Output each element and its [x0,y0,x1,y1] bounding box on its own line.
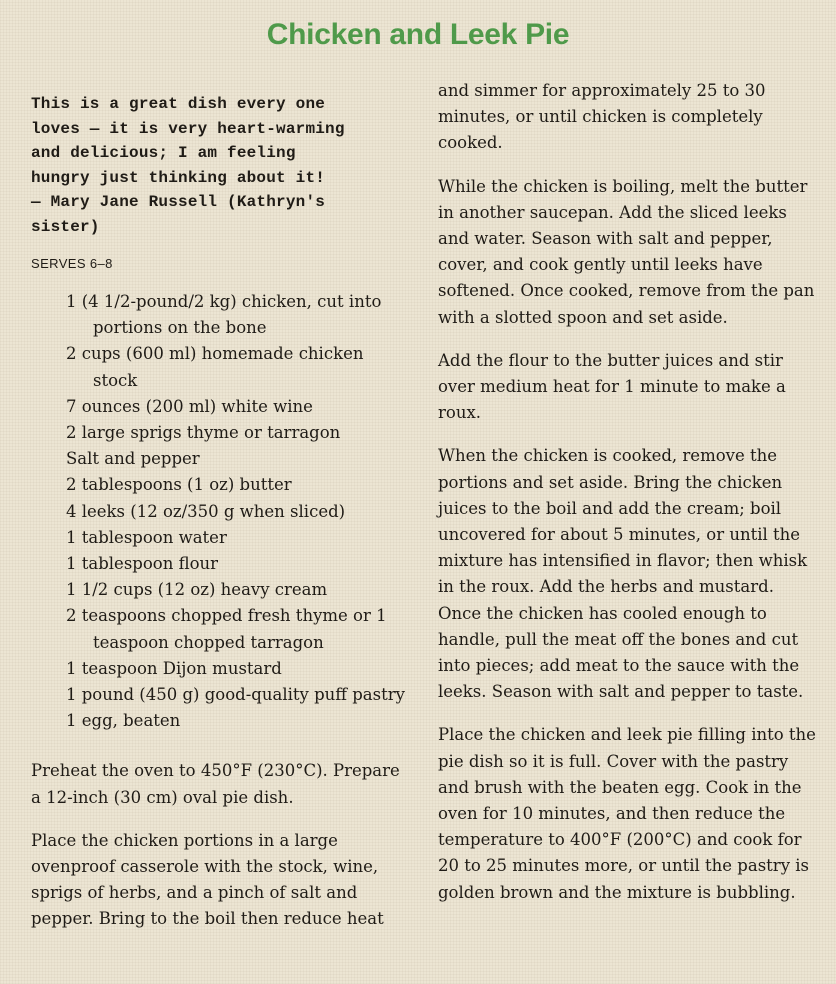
ingredient-item: 2 cups (600 ml) homemade chicken stock [66,344,364,390]
method-step: Place the chicken and leek pie filling into the pie dish so it is full. Cover with the pastry and brush with the beaten egg. Cook in the oven for 10 minutes, and then reduce the temperature to 400°F (200°C) and cook for 20 to 25 minutes more, or until the pastry is golden brown and the mixture is bubbling. [438,725,816,902]
right-column [438,81,816,923]
method-step: and simmer for approximately 25 to 30 minutes, or until chicken is completely cooked. [438,81,766,153]
ingredient-item: 7 ounces (200 ml) white wine [66,396,313,416]
ingredient-item: 1 egg, beaten [66,711,181,731]
ingredient-item: 4 leeks (12 oz/350 g when sliced) [66,501,346,521]
method-step: Add the flour to the butter juices and stir over medium heat for 1 minute to make a roux. [438,350,786,423]
left-column [31,88,406,933]
ingredient-item: 2 tablespoons (1 oz) butter [66,475,292,495]
method-step: While the chicken is boiling, melt the butter in another saucepan. Add the sliced leeks and water. Season with salt and pepper, cover, and cook gently until leeks have softened. Once cooked, remove from the pan with a slotted spoon and set aside. [438,176,815,327]
intro-quote: This is a great dish every one loves — it is very heart-warming and delicious; I am feeling hungry just thinking about it! — Mary Jane Russell (Kathryn's sister) [31,95,345,236]
ingredient-item: 1 (4 1/2-pound/2 kg) chicken, cut into portions on the bone [66,292,382,338]
ingredient-item: 1 pound (450 g) good-quality puff pastry [66,685,405,705]
method-step: Preheat the oven to 450°F (230°C). Prepare a 12-inch (30 cm) oval pie dish. [31,761,400,807]
ingredient-list [66,289,406,734]
method-step: When the chicken is cooked, remove the portions and set aside. Bring the chicken juices to the boil and add the cream; boil uncovered for about 5 minutes, or until the mixture has intensified in flavor; then whisk in the roux. Add the herbs and mustard. Once the chicken has cooled enough to handle, pull the meat off the bones and cut into pieces; add meat to the sauce with the leeks. Season with salt and pepper to taste. [438,446,808,702]
ingredient-item: 1 tablespoon water [66,527,227,547]
ingredient-item: 1 tablespoon flour [66,554,219,574]
ingredient-item: 1 teaspoon Dijon mustard [66,658,282,678]
ingredient-item: 2 teaspoons chopped fresh thyme or 1 teaspoon chopped tarragon [66,606,387,652]
serves-label: SERVES 6–8 [31,256,113,271]
ingredient-item: 2 large sprigs thyme or tarragon [66,423,341,443]
method-left [31,758,406,932]
ingredient-item: Salt and pepper [66,449,200,469]
recipe-title: Chicken and Leek Pie [266,18,570,51]
method-step: Place the chicken portions in a large ovenproof casserole with the stock, wine, sprigs of herbs, and a pinch of salt and pepper. Bring to the boil then reduce heat [31,830,384,929]
method-right [438,78,816,906]
ingredient-item: 1 1/2 cups (12 oz) heavy cream [66,580,328,600]
